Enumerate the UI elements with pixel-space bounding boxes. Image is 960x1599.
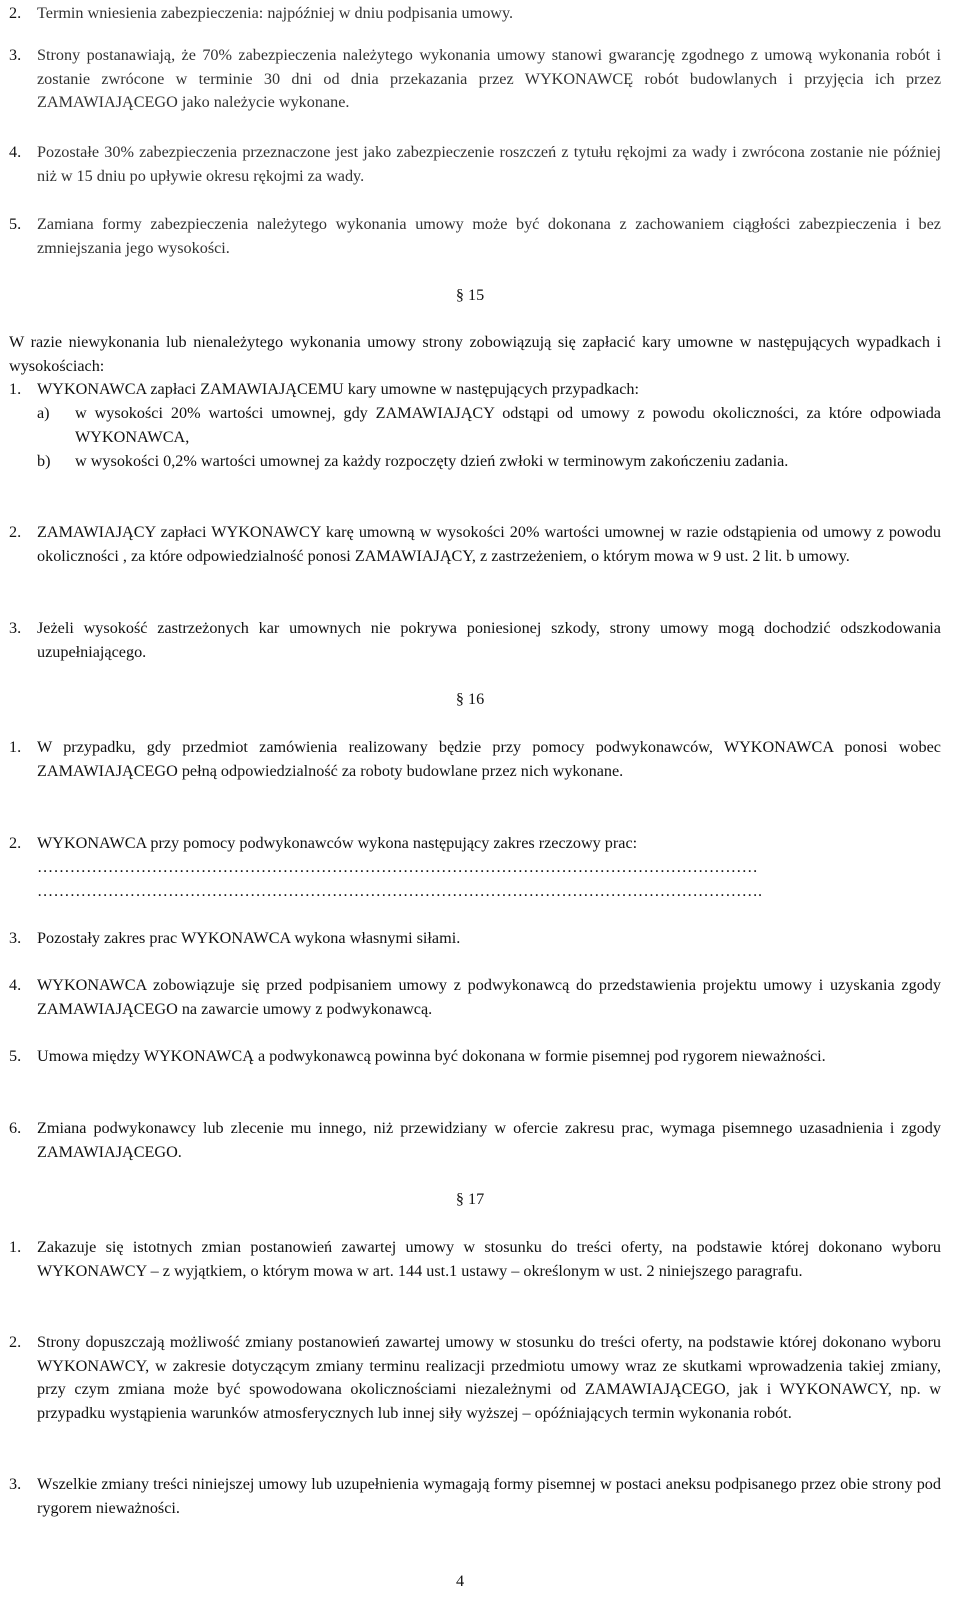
clause-number: 3. [9,46,22,64]
subcontractor-clause-6 [9,1117,941,1164]
clause-number: 5. [9,215,22,233]
subcontractor-clause-2 [9,832,941,856]
subcontractor-clause-4 [9,974,941,1021]
clause-number: 4. [9,143,22,161]
penalty-clause-3 [9,617,941,664]
penalty-clause-2 [9,521,941,568]
clause-text: Jeżeli wysokość zastrzeżonych kar umownych nie pokrywa poniesionej szkody, strony umowy mogą dochodzić odszkodowania uzupełniającego. [37,619,941,661]
clause-number: 3. [9,929,22,947]
clause-text: Strony dopuszczają możliwość zmiany postanowień zawartej umowy w stosunku do treści oferty, na podstawie której dokonano wyboru WYKONAWCY, w zakresie dotyczącym zmiany terminu realizacji przedmiotu umowy wraz ze skutkami wprowadzenia takiej zmiany, przy czym zmiana może być spowodowana okolicznościami niezależnymi od ZAMAWIAJĄCEGO, jak i WYKONAWCY, np. w przypadku wystąpienia warunków atmosferycznych lub innej siły wyższej – opóźniających termin wykonania robót. [37,1333,941,1422]
section-17-heading: § 17 [455,1190,485,1208]
clause-number: 2. [9,834,22,852]
clause-2-deadline [9,2,941,26]
clause-number: 1. [9,380,22,398]
amendment-clause-1 [9,1236,941,1283]
clause-number: 4. [9,976,22,994]
clause-text: Zakazuje się istotnych zmian postanowień zawartej umowy w stosunku do treści oferty, na podstawie której dokonano wyboru WYKONAWCY – z wyjątkiem, o którym mowa w art. 144 ust.1 ustawy – określonym w ust. 2 niniejszego paragrafu. [37,1238,941,1280]
section-15-heading: § 15 [455,286,485,304]
penalty-subclause-b [37,450,941,474]
clause-text: Umowa między WYKONAWCĄ a podwykonawcą powinna być dokonana w formie pisemnej pod rygorem nieważności. [37,1047,826,1065]
subclause-letter: b) [37,452,51,470]
clause-number: 2. [9,1333,22,1351]
amendment-clause-2 [9,1331,941,1425]
clause-text: WYKONAWCA zapłaci ZAMAWIAJĄCEMU kary umowne w następujących przypadkach: [37,380,640,398]
section-16-heading: § 16 [455,690,485,708]
clause-4-remaining-30 [9,141,941,188]
clause-number: 3. [9,1475,22,1493]
fill-in-dotted-line: ……………………………………………………………………………………………………………………. [37,882,763,900]
clause-number: 3. [9,619,22,637]
section-15-intro: W razie niewykonania lub nienależytego wykonania umowy strony zobowiązują się zapłacić kary umowne w następujących wypadkach i wysokościach: [9,333,941,375]
clause-text: WYKONAWCA zobowiązuje się przed podpisaniem umowy z podwykonawcą do przedstawienia projektu umowy i uzyskania zgody ZAMAWIAJĄCEGO na zawarcie umowy z podwykonawcą. [37,976,941,1018]
clause-text: W przypadku, gdy przedmiot zamówienia realizowany będzie przy pomocy podwykonawców, WYKONAWCA ponosi wobec ZAMAWIAJĄCEGO pełną odpowiedzialność za roboty budowlane przez nich wykonane. [37,738,941,780]
subclause-letter: a) [37,404,50,422]
subcontractor-clause-3 [9,927,941,951]
clause-number: 1. [9,738,22,756]
subclause-text: w wysokości 0,2% wartości umownej za każdy rozpoczęty dzień zwłoki w terminowym zakończeniu zadania. [75,452,789,470]
clause-5-change-form [9,213,941,260]
clause-text: Wszelkie zmiany treści niniejszej umowy lub uzupełnienia wymagają formy pisemnej w postaci aneksu podpisanego przez obie strony pod rygorem nieważności. [37,1475,941,1517]
clause-number: 2. [9,523,22,541]
amendment-clause-3 [9,1473,941,1520]
clause-text: Termin wniesienia zabezpieczenia: najpóźniej w dniu podpisania umowy. [37,4,514,22]
clause-text: Zamiana formy zabezpieczenia należytego wykonania umowy może być dokonana z zachowaniem ciągłości zabezpieczenia i bez zmniejszania jego wysokości. [37,215,941,257]
subcontractor-clause-1 [9,736,941,783]
clause-text: WYKONAWCA przy pomocy podwykonawców wykona następujący zakres rzeczowy prac: [37,834,638,852]
clause-3-return-70 [9,44,941,115]
clause-number: 1. [9,1238,22,1256]
page-number: 4 [455,1572,465,1590]
clause-number: 2. [9,4,22,22]
clause-text: Strony postanawiają, że 70% zabezpieczenia należytego wykonania umowy stanowi gwarancję zgodnego z umową wykonania robót i zostanie zwrócone w terminie 30 dni od dnia przekazania przez WYKONAWCĘ robót budowlanych i przyjęcia ich przez ZAMAWIAJĄCEGO jako należycie wykonane. [37,46,941,111]
fill-in-dotted-line: …………………………………………………………………………………………………………………… [37,858,759,876]
clause-number: 6. [9,1119,22,1137]
penalty-clause-1 [9,378,941,402]
clause-text: Pozostały zakres prac WYKONAWCA wykona własnymi siłami. [37,929,461,947]
clause-number: 5. [9,1047,22,1065]
penalty-subclause-a [37,402,941,449]
clause-text: Zmiana podwykonawcy lub zlecenie mu innego, niż przewidziany w ofercie zakresu prac, wymaga pisemnego uzasadnienia i zgody ZAMAWIAJĄCEGO. [37,1119,941,1161]
clause-text: ZAMAWIAJĄCY zapłaci WYKONAWCY karę umowną w wysokości 20% wartości umownej w razie odstąpienia od umowy z powodu okoliczności , za które odpowiedzialność ponosi ZAMAWIAJĄCY, z zastrzeżeniem, o którym mowa w 9 ust. 2 lit. b umowy. [37,523,941,565]
subclause-text: w wysokości 20% wartości umownej, gdy ZAMAWIAJĄCY odstąpi od umowy z powodu okoliczności, za które odpowiada WYKONAWCA, [75,404,941,446]
clause-text: Pozostałe 30% zabezpieczenia przeznaczone jest jako zabezpieczenie roszczeń z tytułu rękojmi za wady i zwrócona zostanie nie później niż w 15 dniu po upływie okresu rękojmi za wady. [37,143,941,185]
subcontractor-clause-5 [9,1045,941,1069]
